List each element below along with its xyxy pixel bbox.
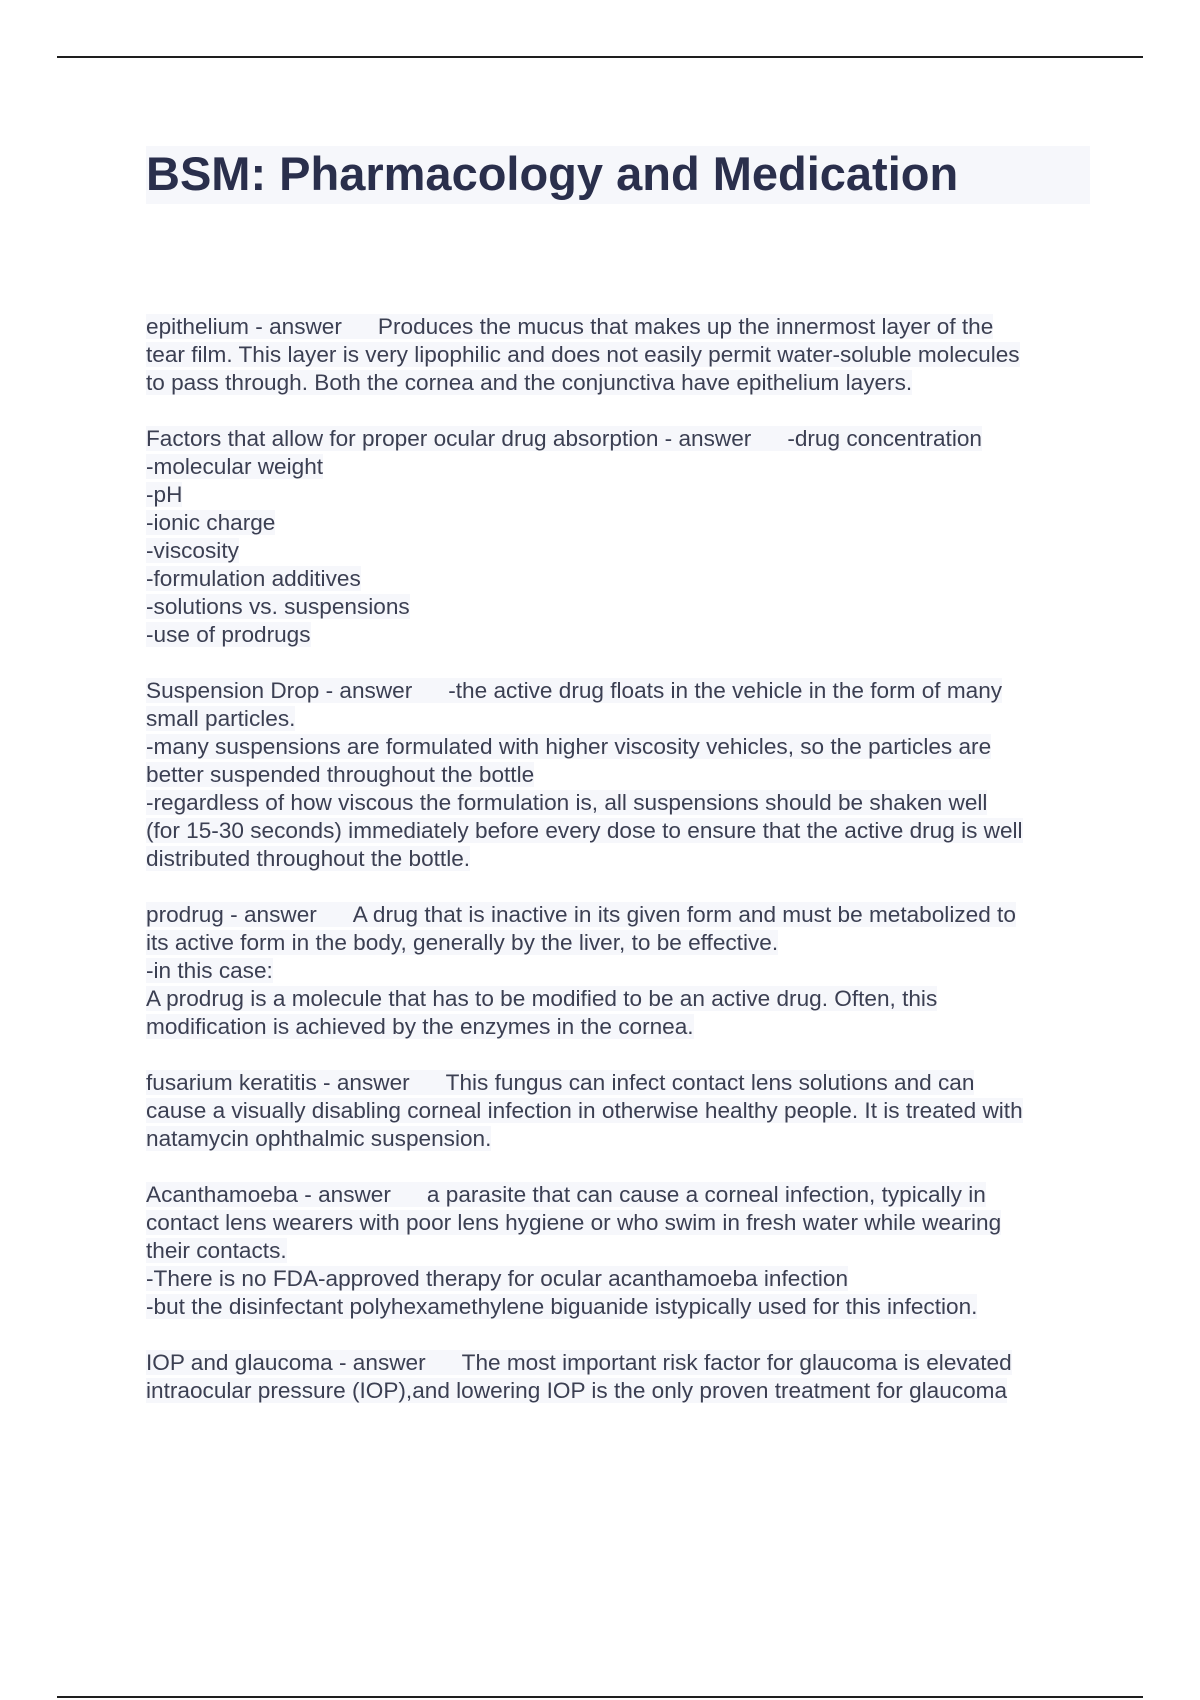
entry-definition-line: better suspended throughout the bottle bbox=[146, 762, 535, 787]
entry-first-line bbox=[146, 1181, 1090, 1209]
entry-definition-line: -use of prodrugs bbox=[146, 622, 311, 647]
entry-definition-line: to pass through. Both the cornea and the conjunctiva have epithelium layers. bbox=[146, 370, 913, 395]
entry-definition-line: -regardless of how viscous the formulation is, all suspensions should be shaken well bbox=[146, 790, 988, 815]
top-rule bbox=[57, 56, 1143, 58]
entry-epithelium bbox=[146, 313, 1090, 397]
entry-definition-line: tear film. This layer is very lipophilic and does not easily permit water-soluble molecules bbox=[146, 342, 1020, 367]
entry-definition-line: Produces the mucus that makes up the innermost layer of the bbox=[377, 314, 994, 339]
entry-iop-and-glaucoma bbox=[146, 1349, 1090, 1405]
entry-term: Suspension Drop - answer bbox=[146, 678, 413, 703]
entry-definition-line: The most important risk factor for glaucoma is elevated bbox=[461, 1350, 1012, 1375]
entry-definition-line: -viscosity bbox=[146, 538, 239, 563]
entry-definition-line: its active form in the body, generally by the liver, to be effective. bbox=[146, 930, 779, 955]
entry-definition-line: contact lens wearers with poor lens hygiene or who swim in fresh water while wearing bbox=[146, 1210, 1002, 1235]
entry-definition-line: -the active drug floats in the vehicle in the form of many bbox=[448, 678, 1003, 703]
entry-first-line bbox=[146, 425, 1090, 453]
entry-definition-line: -molecular weight bbox=[146, 454, 324, 479]
entry-definition-line: -many suspensions are formulated with higher viscosity vehicles, so the particles are bbox=[146, 734, 992, 759]
entry-definition-line: This fungus can infect contact lens solutions and can bbox=[445, 1070, 975, 1095]
entry-definition-line: their contacts. bbox=[146, 1238, 287, 1263]
entry-first-line bbox=[146, 1349, 1090, 1377]
entry-first-line bbox=[146, 313, 1090, 341]
entry-definition-line: -ionic charge bbox=[146, 510, 276, 535]
entry-first-line bbox=[146, 677, 1090, 705]
entry-term: Factors that allow for proper ocular drug absorption - answer bbox=[146, 426, 752, 451]
entry-definition-line: small particles. bbox=[146, 706, 296, 731]
document-title: BSM: Pharmacology and Medication bbox=[146, 147, 959, 200]
entry-definition-line: natamycin ophthalmic suspension. bbox=[146, 1126, 492, 1151]
entry-term: fusarium keratitis - answer bbox=[146, 1070, 410, 1095]
entry-term: Acanthamoeba - answer bbox=[146, 1182, 391, 1207]
entry-definition-line: modification is achieved by the enzymes in the cornea. bbox=[146, 1014, 694, 1039]
entry-suspension-drop bbox=[146, 677, 1090, 873]
entry-definition-line: -There is no FDA-approved therapy for ocular acanthamoeba infection bbox=[146, 1266, 849, 1291]
entry-definition-line: -formulation additives bbox=[146, 566, 361, 591]
document-body bbox=[146, 313, 1090, 1433]
entry-term: epithelium - answer bbox=[146, 314, 342, 339]
entry-first-line bbox=[146, 1069, 1090, 1097]
entry-definition-line: distributed throughout the bottle. bbox=[146, 846, 471, 871]
entry-term: prodrug - answer bbox=[146, 902, 317, 927]
entry-definition-line: (for 15-30 seconds) immediately before every dose to ensure that the active drug is well bbox=[146, 818, 1023, 843]
entry-definition-line: -drug concentration bbox=[787, 426, 982, 451]
entry-first-line bbox=[146, 901, 1090, 929]
entry-definition-line: -pH bbox=[146, 482, 183, 507]
entry-term: IOP and glaucoma - answer bbox=[146, 1350, 426, 1375]
bottom-rule bbox=[57, 1696, 1143, 1698]
entry-definition-line: A drug that is inactive in its given form and must be metabolized to bbox=[352, 902, 1016, 927]
entry-definition-line: cause a visually disabling corneal infection in otherwise healthy people. It is treated with bbox=[146, 1098, 1023, 1123]
entry-definition-line: -solutions vs. suspensions bbox=[146, 594, 410, 619]
entry-definition-line: intraocular pressure (IOP),and lowering IOP is the only proven treatment for glaucoma bbox=[146, 1378, 1008, 1403]
entry-prodrug bbox=[146, 901, 1090, 1041]
entry-definition-line: A prodrug is a molecule that has to be modified to be an active drug. Often, this bbox=[146, 986, 938, 1011]
entry-acanthamoeba bbox=[146, 1181, 1090, 1321]
entry-definition-line: a parasite that can cause a corneal infection, typically in bbox=[426, 1182, 986, 1207]
entry-fusarium-keratitis bbox=[146, 1069, 1090, 1153]
entry-definition-line: -but the disinfectant polyhexamethylene biguanide istypically used for this infection. bbox=[146, 1294, 978, 1319]
entry-ocular-absorption-factors bbox=[146, 425, 1090, 649]
entry-definition-line: -in this case: bbox=[146, 958, 273, 983]
